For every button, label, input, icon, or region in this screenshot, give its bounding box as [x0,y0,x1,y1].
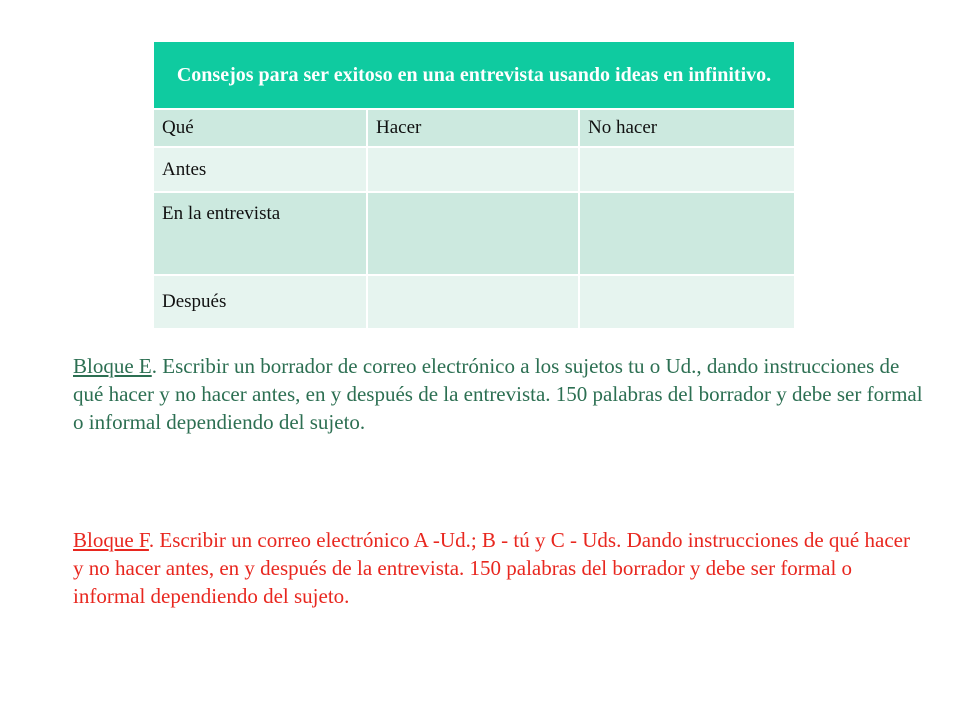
interview-tips-table [154,42,796,330]
row-label-en-la-entrevista: En la entrevista [154,193,368,276]
cell-antes-no-hacer [580,148,796,193]
table-title: Consejos para ser exitoso en una entrevista usando ideas en infinitivo. [154,42,796,110]
bloque-e-text: . Escribir un borrador de correo electrónico a los sujetos tu o Ud., dando instrucciones de qué hacer y no hacer antes, en y después de la entrevista. 150 palabras del borrador y debe ser formal o informal dependiendo del sujeto. [73,354,923,434]
bloque-e-paragraph [73,352,923,436]
cell-despues-no-hacer [580,276,796,330]
cell-despues-hacer [368,276,580,330]
header-hacer: Hacer [368,110,580,148]
cell-entrevista-hacer [368,193,580,276]
bloque-f-paragraph [73,526,923,610]
cell-antes-hacer [368,148,580,193]
table-row [154,276,796,330]
bloque-e-label: Bloque E [73,354,152,378]
cell-entrevista-no-hacer [580,193,796,276]
table-row [154,193,796,276]
header-que: Qué [154,110,368,148]
table-header-row [154,110,796,148]
table-row [154,148,796,193]
bloque-f-label: Bloque F [73,528,149,552]
row-label-despues: Después [154,276,368,330]
header-no-hacer: No hacer [580,110,796,148]
row-label-antes: Antes [154,148,368,193]
bloque-f-text: . Escribir un correo electrónico A -Ud.; B - tú y C - Uds. Dando instrucciones de qué hacer y no hacer antes, en y después de la entrevista. 150 palabras del borrador y debe ser formal o informal dependiendo del sujeto. [73,528,910,608]
